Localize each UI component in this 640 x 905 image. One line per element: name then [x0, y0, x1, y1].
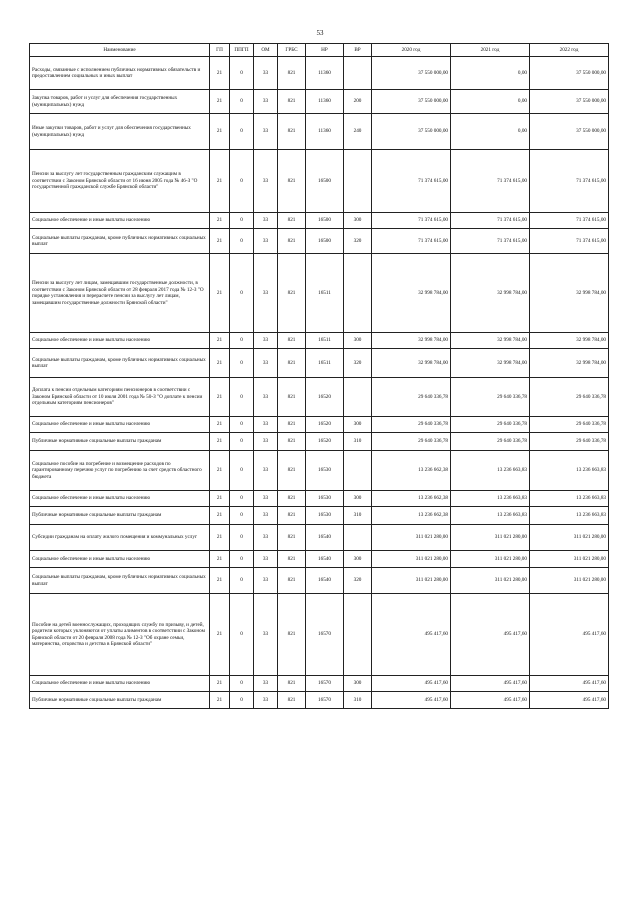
col-header-grbs: ГРБС [278, 44, 306, 57]
table-row [30, 507, 609, 525]
cell-nr: 16540 [306, 551, 344, 568]
cell-vr [344, 57, 372, 90]
cell-gp: 21 [210, 333, 230, 349]
table-row [30, 491, 609, 507]
cell-y2021: 0,00 [451, 90, 530, 114]
cell-grbs: 821 [278, 568, 306, 594]
cell-gp: 21 [210, 254, 230, 333]
cell-y2022: 29 640 336,78 [530, 417, 609, 433]
cell-y2020: 495 417,60 [372, 676, 451, 692]
cell-vr: 300 [344, 551, 372, 568]
table-row [30, 568, 609, 594]
cell-y2022: 37 550 000,00 [530, 90, 609, 114]
cell-grbs: 821 [278, 491, 306, 507]
table-row [30, 114, 609, 150]
cell-grbs: 821 [278, 433, 306, 451]
cell-y2022: 71 374 615,00 [530, 229, 609, 254]
cell-om: 33 [254, 229, 278, 254]
cell-y2020: 29 640 336,78 [372, 417, 451, 433]
cell-om: 33 [254, 433, 278, 451]
cell-y2020: 13 236 662,38 [372, 507, 451, 525]
cell-om: 33 [254, 114, 278, 150]
cell-grbs: 821 [278, 213, 306, 229]
cell-vr [344, 594, 372, 676]
cell-nr: 16511 [306, 349, 344, 378]
cell-y2022: 32 998 784,00 [530, 333, 609, 349]
cell-gp: 21 [210, 57, 230, 90]
cell-grbs: 821 [278, 150, 306, 213]
cell-gp: 21 [210, 568, 230, 594]
cell-nr: 11360 [306, 114, 344, 150]
cell-om: 33 [254, 451, 278, 491]
cell-y2021: 71 374 615,00 [451, 229, 530, 254]
cell-grbs: 821 [278, 676, 306, 692]
cell-gp: 21 [210, 229, 230, 254]
cell-ppgp: 0 [230, 568, 254, 594]
cell-grbs: 821 [278, 594, 306, 676]
cell-vr: 300 [344, 676, 372, 692]
cell-om: 33 [254, 507, 278, 525]
cell-name: Расходы, связанные с исполнением публичных нормативных обязательств и предоставлением социальных и иных выплат [30, 57, 210, 90]
cell-y2020: 29 640 336,78 [372, 378, 451, 417]
cell-nr: 11360 [306, 57, 344, 90]
cell-name: Пособие на детей военнослужащих, проходящих службу по призыву, и детей, родители которых уклоняются от уплаты алиментов в соответствии с Законом Брянской области от 20 февраля 2008 года № 12-З "Об охране семьи, материнства, отцовства и детства в Брянской области" [30, 594, 210, 676]
cell-y2021: 0,00 [451, 57, 530, 90]
cell-y2022: 29 640 336,78 [530, 433, 609, 451]
cell-y2021: 29 640 336,78 [451, 378, 530, 417]
cell-nr: 16520 [306, 378, 344, 417]
cell-gp: 21 [210, 491, 230, 507]
cell-name: Социальные выплаты гражданам, кроме публичных нормативных социальных выплат [30, 229, 210, 254]
cell-grbs: 821 [278, 378, 306, 417]
cell-gp: 21 [210, 433, 230, 451]
cell-vr: 310 [344, 433, 372, 451]
cell-nr: 16520 [306, 433, 344, 451]
table-row [30, 349, 609, 378]
cell-gp: 21 [210, 114, 230, 150]
cell-ppgp: 0 [230, 150, 254, 213]
cell-grbs: 821 [278, 349, 306, 378]
table-row [30, 451, 609, 491]
cell-y2020: 13 236 662,38 [372, 451, 451, 491]
cell-y2020: 32 998 784,00 [372, 349, 451, 378]
cell-y2022: 71 374 615,00 [530, 150, 609, 213]
cell-ppgp: 0 [230, 525, 254, 551]
cell-ppgp: 0 [230, 57, 254, 90]
cell-y2022: 32 998 784,00 [530, 349, 609, 378]
cell-nr: 16540 [306, 568, 344, 594]
cell-y2022: 37 550 000,00 [530, 114, 609, 150]
cell-ppgp: 0 [230, 90, 254, 114]
cell-ppgp: 0 [230, 507, 254, 525]
cell-om: 33 [254, 417, 278, 433]
cell-grbs: 821 [278, 114, 306, 150]
cell-y2020: 29 640 336,78 [372, 433, 451, 451]
cell-nr: 16500 [306, 229, 344, 254]
cell-ppgp: 0 [230, 417, 254, 433]
cell-ppgp: 0 [230, 551, 254, 568]
cell-nr: 11360 [306, 90, 344, 114]
table-row [30, 433, 609, 451]
cell-y2021: 0,00 [451, 114, 530, 150]
cell-nr: 16520 [306, 417, 344, 433]
cell-name: Публичные нормативные социальные выплаты гражданам [30, 433, 210, 451]
table-row [30, 57, 609, 90]
cell-name: Пенсии за выслугу лет лицам, замещавшим государственные должности, в соответствии с Законом Брянской области от 28 февраля 2017 года № 12-З "О порядке установления и перерасчете пенсии за выслугу лет лицам, замещавшим государственные должности Брянской области" [30, 254, 210, 333]
cell-nr: 16570 [306, 594, 344, 676]
cell-ppgp: 0 [230, 114, 254, 150]
cell-gp: 21 [210, 349, 230, 378]
cell-vr [344, 378, 372, 417]
cell-y2020: 311 021 280,00 [372, 568, 451, 594]
cell-gp: 21 [210, 90, 230, 114]
cell-name: Социальное обеспечение и иные выплаты населению [30, 213, 210, 229]
cell-y2022: 495 417,60 [530, 594, 609, 676]
table-header-row [30, 44, 609, 57]
col-header-om: ОМ [254, 44, 278, 57]
cell-y2022: 13 236 663,83 [530, 491, 609, 507]
cell-name: Социальное обеспечение и иные выплаты населению [30, 491, 210, 507]
table-row [30, 333, 609, 349]
cell-ppgp: 0 [230, 676, 254, 692]
cell-nr: 16530 [306, 507, 344, 525]
cell-grbs: 821 [278, 551, 306, 568]
cell-om: 33 [254, 57, 278, 90]
cell-y2022: 311 021 280,00 [530, 551, 609, 568]
cell-nr: 16500 [306, 213, 344, 229]
budget-table [29, 43, 609, 709]
cell-ppgp: 0 [230, 491, 254, 507]
cell-om: 33 [254, 525, 278, 551]
cell-y2020: 71 374 615,00 [372, 150, 451, 213]
cell-y2021: 495 417,60 [451, 692, 530, 709]
cell-gp: 21 [210, 213, 230, 229]
cell-gp: 21 [210, 451, 230, 491]
cell-nr: 16500 [306, 150, 344, 213]
cell-om: 33 [254, 676, 278, 692]
col-header-name: Наименование [30, 44, 210, 57]
cell-y2022: 32 998 784,00 [530, 254, 609, 333]
cell-gp: 21 [210, 417, 230, 433]
cell-vr: 320 [344, 229, 372, 254]
cell-gp: 21 [210, 150, 230, 213]
cell-grbs: 821 [278, 525, 306, 551]
cell-y2020: 13 236 662,38 [372, 491, 451, 507]
table-row [30, 594, 609, 676]
table-row [30, 378, 609, 417]
cell-vr [344, 254, 372, 333]
cell-y2022: 29 640 336,78 [530, 378, 609, 417]
cell-name: Иные закупки товаров, работ и услуг для обеспечения государственных (муниципальных) нужд [30, 114, 210, 150]
cell-vr: 320 [344, 349, 372, 378]
cell-y2022: 37 550 000,00 [530, 57, 609, 90]
table-row [30, 90, 609, 114]
cell-gp: 21 [210, 507, 230, 525]
cell-name: Социальное обеспечение и иные выплаты населению [30, 676, 210, 692]
cell-y2020: 495 417,60 [372, 692, 451, 709]
cell-nr: 16570 [306, 692, 344, 709]
table-row [30, 213, 609, 229]
cell-name: Социальное обеспечение и иные выплаты населению [30, 333, 210, 349]
cell-grbs: 821 [278, 254, 306, 333]
cell-y2021: 311 021 280,00 [451, 568, 530, 594]
col-header-gp: ГП [210, 44, 230, 57]
cell-ppgp: 0 [230, 594, 254, 676]
cell-grbs: 821 [278, 90, 306, 114]
cell-y2020: 311 021 280,00 [372, 551, 451, 568]
cell-y2022: 495 417,60 [530, 676, 609, 692]
cell-ppgp: 0 [230, 333, 254, 349]
cell-y2021: 32 998 784,00 [451, 333, 530, 349]
cell-y2020: 37 550 000,00 [372, 90, 451, 114]
cell-om: 33 [254, 378, 278, 417]
table-row [30, 417, 609, 433]
cell-om: 33 [254, 150, 278, 213]
cell-grbs: 821 [278, 333, 306, 349]
cell-ppgp: 0 [230, 254, 254, 333]
cell-name: Публичные нормативные социальные выплаты гражданам [30, 507, 210, 525]
cell-om: 33 [254, 349, 278, 378]
cell-nr: 16570 [306, 676, 344, 692]
cell-grbs: 821 [278, 229, 306, 254]
cell-gp: 21 [210, 692, 230, 709]
cell-vr [344, 451, 372, 491]
cell-nr: 16530 [306, 451, 344, 491]
cell-ppgp: 0 [230, 229, 254, 254]
cell-y2020: 32 998 784,00 [372, 333, 451, 349]
cell-y2020: 71 374 615,00 [372, 229, 451, 254]
cell-y2021: 71 374 615,00 [451, 213, 530, 229]
cell-y2022: 13 236 663,83 [530, 451, 609, 491]
cell-y2021: 13 236 663,83 [451, 491, 530, 507]
cell-nr: 16511 [306, 333, 344, 349]
cell-vr [344, 525, 372, 551]
cell-y2020: 37 550 000,00 [372, 114, 451, 150]
cell-vr: 310 [344, 507, 372, 525]
table-row [30, 229, 609, 254]
cell-y2020: 311 021 280,00 [372, 525, 451, 551]
cell-ppgp: 0 [230, 451, 254, 491]
cell-y2021: 29 640 336,78 [451, 433, 530, 451]
cell-nr: 16530 [306, 491, 344, 507]
cell-name: Субсидии гражданам на оплату жилого помещения и коммунальных услуг [30, 525, 210, 551]
cell-y2020: 37 550 000,00 [372, 57, 451, 90]
cell-y2020: 495 417,60 [372, 594, 451, 676]
table-row [30, 551, 609, 568]
cell-vr: 300 [344, 333, 372, 349]
cell-y2021: 311 021 280,00 [451, 525, 530, 551]
table-row [30, 150, 609, 213]
cell-grbs: 821 [278, 692, 306, 709]
col-header-ppgp: ППГП [230, 44, 254, 57]
cell-name: Публичные нормативные социальные выплаты гражданам [30, 692, 210, 709]
cell-om: 33 [254, 254, 278, 333]
cell-y2021: 495 417,60 [451, 676, 530, 692]
cell-name: Социальное обеспечение и иные выплаты населению [30, 417, 210, 433]
table-row [30, 525, 609, 551]
cell-name: Социальные выплаты гражданам, кроме публичных нормативных социальных выплат [30, 349, 210, 378]
cell-y2020: 32 998 784,00 [372, 254, 451, 333]
cell-y2021: 13 236 663,83 [451, 507, 530, 525]
cell-vr [344, 150, 372, 213]
cell-vr: 300 [344, 213, 372, 229]
cell-om: 33 [254, 333, 278, 349]
cell-vr: 300 [344, 491, 372, 507]
cell-gp: 21 [210, 551, 230, 568]
table-row [30, 254, 609, 333]
cell-y2022: 311 021 280,00 [530, 525, 609, 551]
cell-y2022: 495 417,60 [530, 692, 609, 709]
cell-y2021: 71 374 615,00 [451, 150, 530, 213]
cell-name: Социальные выплаты гражданам, кроме публичных нормативных социальных выплат [30, 568, 210, 594]
cell-y2021: 13 236 663,83 [451, 451, 530, 491]
cell-name: Закупка товаров, работ и услуг для обеспечения государственных (муниципальных) нужд [30, 90, 210, 114]
page-number: 53 [316, 29, 324, 37]
cell-ppgp: 0 [230, 692, 254, 709]
col-header-2022: 2022 год [530, 44, 609, 57]
cell-om: 33 [254, 90, 278, 114]
col-header-2020: 2020 год [372, 44, 451, 57]
cell-vr: 240 [344, 114, 372, 150]
cell-nr: 16511 [306, 254, 344, 333]
cell-grbs: 821 [278, 417, 306, 433]
cell-om: 33 [254, 551, 278, 568]
cell-ppgp: 0 [230, 349, 254, 378]
cell-om: 33 [254, 692, 278, 709]
cell-name: Социальное пособие на погребение и возмещение расходов по гарантированному перечню услуг по погребению за счет средств областного бюджета [30, 451, 210, 491]
cell-ppgp: 0 [230, 213, 254, 229]
cell-vr: 310 [344, 692, 372, 709]
cell-nr: 16540 [306, 525, 344, 551]
cell-om: 33 [254, 594, 278, 676]
cell-grbs: 821 [278, 507, 306, 525]
cell-y2021: 32 998 784,00 [451, 349, 530, 378]
cell-om: 33 [254, 213, 278, 229]
cell-gp: 21 [210, 594, 230, 676]
cell-name: Пенсии за выслугу лет государственным гражданским служащим в соответствии с Законом Брянской области от 16 июня 2005 года № 46-З "О государственной гражданской службе Брянской области" [30, 150, 210, 213]
cell-vr: 300 [344, 417, 372, 433]
cell-y2020: 71 374 615,00 [372, 213, 451, 229]
cell-y2021: 495 417,60 [451, 594, 530, 676]
cell-y2021: 29 640 336,78 [451, 417, 530, 433]
col-header-vr: ВР [344, 44, 372, 57]
cell-gp: 21 [210, 676, 230, 692]
cell-om: 33 [254, 568, 278, 594]
table-row [30, 676, 609, 692]
cell-y2022: 311 021 280,00 [530, 568, 609, 594]
cell-ppgp: 0 [230, 378, 254, 417]
cell-grbs: 821 [278, 57, 306, 90]
cell-om: 33 [254, 491, 278, 507]
cell-y2021: 311 021 280,00 [451, 551, 530, 568]
col-header-nr: НР [306, 44, 344, 57]
cell-y2021: 32 998 784,00 [451, 254, 530, 333]
cell-ppgp: 0 [230, 433, 254, 451]
cell-y2022: 71 374 615,00 [530, 213, 609, 229]
cell-vr: 200 [344, 90, 372, 114]
cell-gp: 21 [210, 525, 230, 551]
cell-gp: 21 [210, 378, 230, 417]
cell-name: Социальное обеспечение и иные выплаты населению [30, 551, 210, 568]
cell-grbs: 821 [278, 451, 306, 491]
cell-vr: 320 [344, 568, 372, 594]
cell-name: Доплата к пенсии отдельным категориям пенсионеров в соответствии с Законом Брянской области от 10 июля 2001 года № 50-З "О доплате к пенсии отдельным категориям пенсионеров" [30, 378, 210, 417]
cell-y2022: 13 236 663,83 [530, 507, 609, 525]
col-header-2021: 2021 год [451, 44, 530, 57]
table-row [30, 692, 609, 709]
